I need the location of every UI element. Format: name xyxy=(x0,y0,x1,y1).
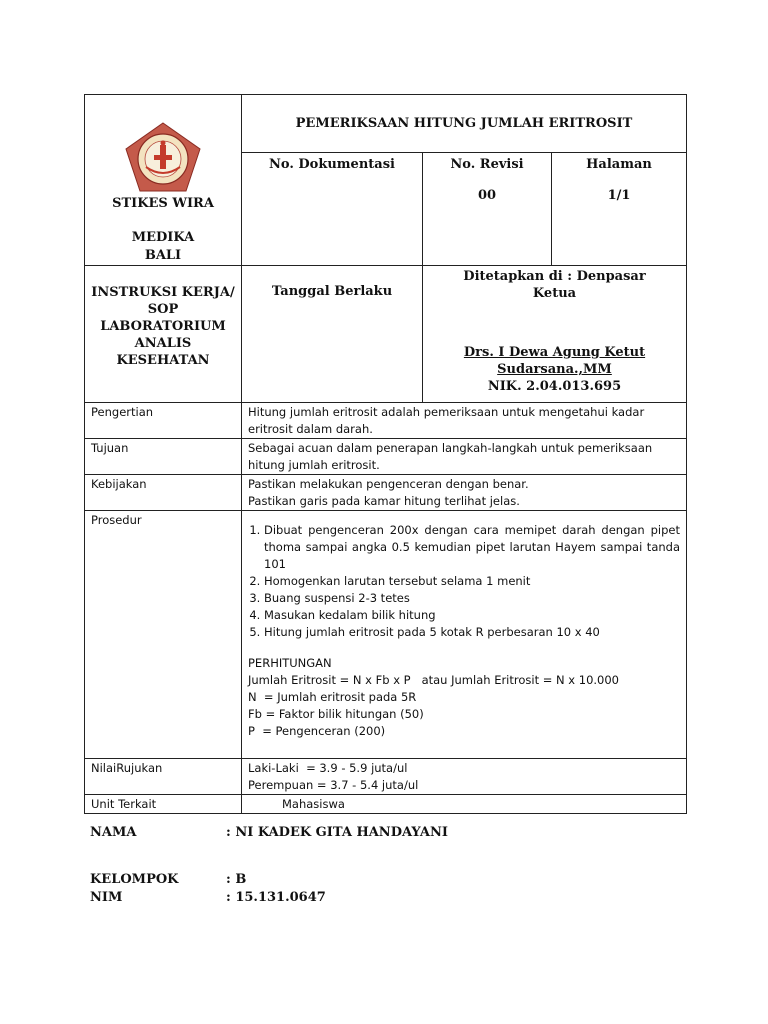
no-dokumentasi-cell xyxy=(242,153,423,266)
ketua-text: Ketua xyxy=(532,286,577,301)
nama-value: : NI KADEK GITA HANDAYANI xyxy=(226,825,448,840)
perhitungan-fb: Fb = Faktor bilik hitungan (50) xyxy=(248,707,424,721)
tanggal-berlaku: Tanggal Berlaku xyxy=(242,266,423,403)
perhitungan-title: PERHITUNGAN xyxy=(248,656,332,670)
prosedur-step: 5. Hitung jumlah eritrosit pada 5 kotak R perbesaran 10 x 40 xyxy=(264,624,680,641)
ditetapkan-text: Ditetapkan di : Denpasar xyxy=(463,269,646,284)
pengertian-label: Pengertian xyxy=(85,403,242,439)
pengertian-text: Hitung jumlah eritrosit adalah pemeriksaan untuk mengetahui kadar eritrosit dalam darah. xyxy=(242,403,687,439)
no-revisi-value: 00 xyxy=(477,188,497,204)
instruksi-kerja-cell xyxy=(85,266,242,403)
prosedur-label: Prosedur xyxy=(85,511,242,759)
perhitungan-n: N = Jumlah eritrosit pada 5R xyxy=(248,690,417,704)
halaman-value: 1/1 xyxy=(607,188,631,204)
rujukan-label: NilaiRujukan xyxy=(85,759,242,795)
ik-line1: INSTRUKSI KERJA/ xyxy=(91,285,235,300)
institution-name xyxy=(85,195,241,265)
stikes-wira-medika-emblem-icon xyxy=(124,121,202,193)
no-revisi-cell xyxy=(423,153,552,266)
org-line1: STIKES WIRA xyxy=(112,196,214,211)
ditetapkan-cell xyxy=(423,266,687,403)
perhitungan-formula: Jumlah Eritrosit = N x Fb x P atau Jumlah Eritrosit = N x 10.000 xyxy=(248,673,619,687)
org-line2: MEDIKA xyxy=(131,230,195,245)
kelompok-label: KELOMPOK xyxy=(90,872,179,887)
perhitungan-p: P = Pengenceran (200) xyxy=(248,724,386,738)
prosedur-content xyxy=(242,511,687,759)
tujuan-label: Tujuan xyxy=(85,439,242,475)
prosedur-step: 4. Masukan kedalam bilik hitung xyxy=(264,607,680,624)
rujukan-laki: Laki-Laki = 3.9 - 5.9 juta/ul xyxy=(248,761,408,775)
ik-line4: ANALIS xyxy=(134,336,192,351)
halaman-cell xyxy=(552,153,687,266)
no-revisi-label: No. Revisi xyxy=(450,157,524,173)
kebijakan-label: Kebijakan xyxy=(85,475,242,511)
prosedur-steps xyxy=(248,522,680,641)
kebijakan-item: Pastikan garis pada kamar hitung terlihat jelas. xyxy=(248,494,520,508)
kelompok-value: : B xyxy=(226,872,247,887)
document-title: PEMERIKSAAN HITUNG JUMLAH ERITROSIT xyxy=(242,95,687,153)
ik-line3: LABORATORIUM xyxy=(100,319,226,334)
sop-document xyxy=(84,94,686,814)
kebijakan-item: Pastikan melakukan pengenceran dengan benar. xyxy=(248,477,529,491)
rujukan-text xyxy=(242,759,687,795)
unit-terkait-label: Unit Terkait xyxy=(85,795,242,814)
ketua-nik: NIK. 2.04.013.695 xyxy=(487,379,622,394)
halaman-label: Halaman xyxy=(586,157,652,173)
ketua-name: Drs. I Dewa Agung Ketut xyxy=(463,345,646,360)
prosedur-step: 3. Buang suspensi 2-3 tetes xyxy=(264,590,680,607)
kebijakan-text xyxy=(242,475,687,511)
perhitungan-block xyxy=(248,655,680,740)
ketua-name-cont: Sudarsana.,MM xyxy=(497,362,612,377)
nim-label: NIM xyxy=(90,890,123,905)
nim-value: : 15.131.0647 xyxy=(226,890,326,905)
institution-cell xyxy=(85,95,242,266)
prosedur-step: 2. Homogenkan larutan tersebut selama 1 menit xyxy=(264,573,680,590)
rujukan-perempuan: Perempuan = 3.7 - 5.4 juta/ul xyxy=(248,778,419,792)
unit-terkait-value: Mahasiswa xyxy=(242,795,687,814)
no-dokumentasi-label: No. Dokumentasi xyxy=(269,157,395,173)
sop-table xyxy=(84,94,687,814)
ik-line5: KESEHATAN xyxy=(116,353,210,368)
ik-line2: SOP xyxy=(147,302,179,317)
nama-label: NAMA xyxy=(90,825,137,840)
org-line3: BALI xyxy=(144,248,182,263)
prosedur-step: 1. Dibuat pengenceran 200x dengan cara memipet darah dengan pipet thoma sampai angka 0.5 kemudian pipet larutan Hayem sampai tanda 101 xyxy=(264,522,680,573)
tujuan-text: Sebagai acuan dalam penerapan langkah-langkah untuk pemeriksaan hitung jumlah eritrosit. xyxy=(242,439,687,475)
